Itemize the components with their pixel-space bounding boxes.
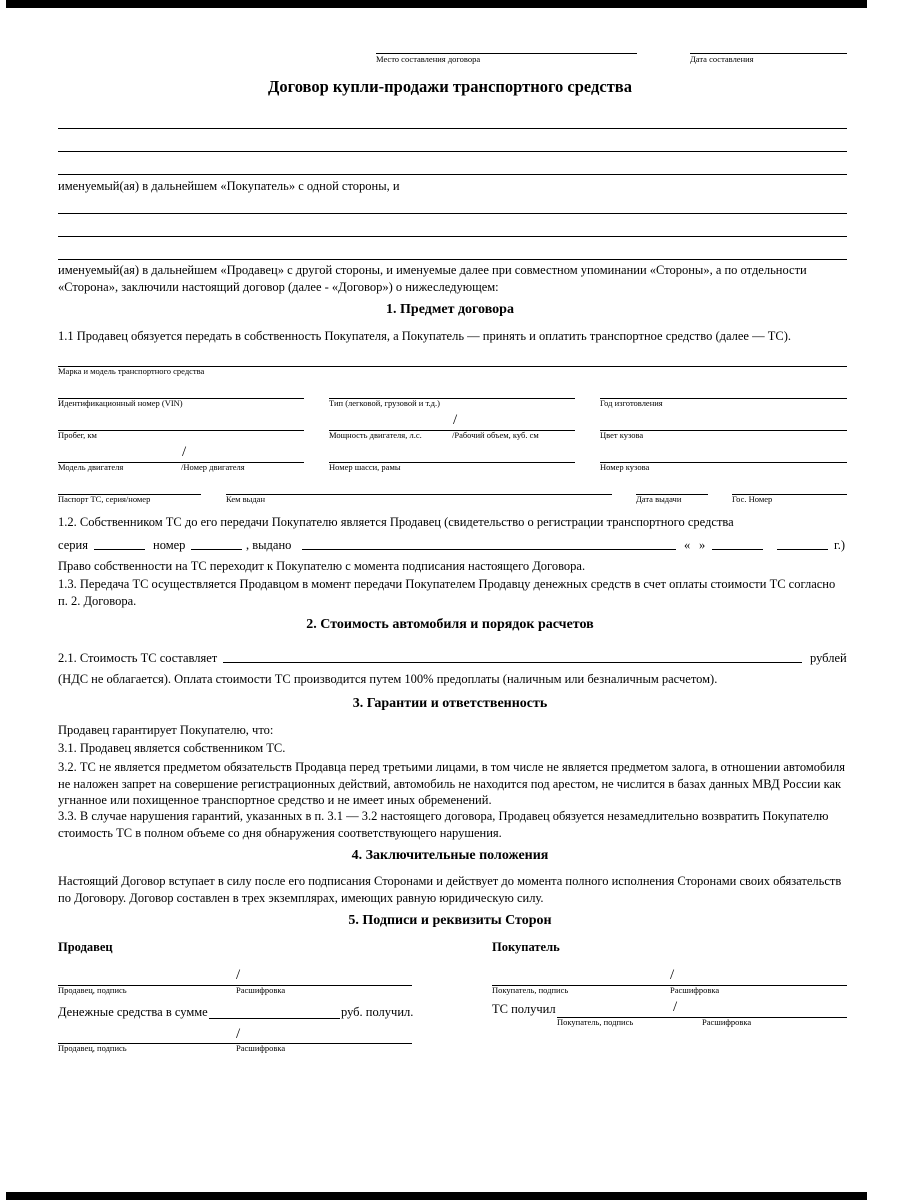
- issued-by-line[interactable]: [226, 494, 612, 495]
- bottom-border: [6, 1192, 867, 1200]
- cert-issued-label: , выдано: [246, 538, 292, 552]
- issue-date-label: Дата выдачи: [636, 494, 682, 504]
- section-2-heading: 2. Стоимость автомобиля и порядок расчетов: [306, 617, 594, 632]
- seller-name-line-2[interactable]: [58, 236, 847, 237]
- quote-open: «: [684, 538, 691, 552]
- clause-3-1: 3.1. Продавец является собственником ТС.: [58, 741, 286, 755]
- clause-1-3: 1.3. Передача ТС осуществляется Продавцом в момент передачи Покупателем Продавцу денежных средств в счет оплаты стоимости ТС согласно п. 2. Договора.: [58, 577, 836, 608]
- cert-number-label: номер: [153, 538, 186, 552]
- money-amount-line[interactable]: [209, 1018, 340, 1019]
- seller-name-line-1[interactable]: [58, 213, 847, 214]
- buyer-name-line-2[interactable]: [58, 151, 847, 152]
- type-label: Тип (легковой, грузовой и т.д.): [329, 398, 440, 408]
- date-label: Дата составления: [690, 54, 754, 64]
- power-label: Мощность двигателя, л.с.: [329, 430, 422, 440]
- ownership-transfer: Право собственности на ТС переходит к Покупателю с момента подписания настоящего Договора.: [58, 559, 586, 573]
- seller-sign2-slash: /: [236, 1026, 241, 1042]
- section-3-heading: 3. Гарантии и ответственность: [352, 696, 548, 711]
- buyer-heading: Покупатель: [492, 940, 560, 954]
- car-received-slash: /: [673, 999, 678, 1015]
- place-label: Место составления договора: [376, 54, 481, 64]
- section-1-heading: 1. Предмет договора: [386, 302, 514, 317]
- quote-close: »: [699, 538, 706, 552]
- cert-series-line[interactable]: [94, 549, 145, 550]
- guarantee-intro: Продавец гарантирует Покупателю, что:: [58, 723, 274, 737]
- cert-issued-line[interactable]: [302, 549, 676, 550]
- buyer-name-line-1[interactable]: [58, 128, 847, 129]
- make-label: Марка и модель транспортного средства: [58, 366, 205, 376]
- buyer-name-line-3[interactable]: [58, 174, 847, 175]
- seller-intro: именуемый(ая) в дальнейшем «Продавец» с другой стороны, и именуемые далее при совместном упоминании «Стороны», а по отдельности «Сторона», заключили настоящий договор (далее - «Договор») о нижеследующем:: [58, 263, 807, 294]
- buyer-sign-slash: /: [670, 967, 675, 983]
- pts-label: Паспорт ТС, серия/номер: [58, 494, 151, 504]
- engine-model-label: Модель двигателя: [58, 462, 124, 472]
- rub-received-label: руб. получил.: [341, 1005, 414, 1019]
- buyer-sign-label: Покупатель, подпись: [492, 985, 569, 995]
- buyer-decode-label: Расшифровка: [670, 985, 720, 995]
- cert-year-suffix: г.): [834, 538, 846, 552]
- seller-name-line-3[interactable]: [58, 259, 847, 260]
- clause-3-3: 3.3. В случае нарушения гарантий, указанных в п. 3.1 — 3.2 настоящего договора, Продавец обязуется незамедлительно возвратить Покупателю стоимость ТС в полном объеме со дня обнаружения соответствующего нарушения.: [58, 809, 829, 840]
- vat-note: (НДС не облагается). Оплата стоимости ТС производится путем 100% предоплаты (наличным или безналичным расчетом).: [58, 672, 718, 686]
- cert-month-line[interactable]: [712, 549, 763, 550]
- engine-slash: /: [182, 444, 187, 460]
- engine-number-label: /Номер двигателя: [181, 462, 245, 472]
- seller-sign-label: Продавец, подпись: [58, 985, 127, 995]
- volume-label: /Рабочий объем, куб. см: [452, 430, 539, 440]
- car-received-sign-label: Покупатель, подпись: [557, 1017, 634, 1027]
- document-title: Договор купли-продажи транспортного средства: [268, 77, 632, 96]
- clause-2-1: 2.1. Стоимость ТС составляет: [58, 651, 218, 665]
- money-received-label: Денежные средства в сумме: [58, 1005, 208, 1019]
- cert-series-label: серия: [58, 538, 88, 552]
- price-line[interactable]: [223, 662, 802, 663]
- car-received-decode-label: Расшифровка: [702, 1017, 752, 1027]
- seller-decode2-label: Расшифровка: [236, 1043, 286, 1053]
- buyer-intro: именуемый(ая) в дальнейшем «Покупатель» с одной стороны, и: [58, 179, 400, 193]
- year-label: Год изготовления: [600, 398, 663, 408]
- chassis-label: Номер шасси, рамы: [329, 462, 401, 472]
- section-4-heading: 4. Заключительные положения: [351, 848, 549, 863]
- clause-3-2: 3.2. ТС не является предметом обязательств Продавца перед третьими лицами, в том числе не является предметом залога, в отношении автомобиля не наложен запрет на совершение регистрационных действий, автомобиль не находится под арестом, не числится в базах данных МВД России как угнанное или похищенное транспортное средство и не имеет иных обременений.: [58, 760, 846, 807]
- seller-sign2-label: Продавец, подпись: [58, 1043, 127, 1053]
- top-border: [6, 0, 867, 8]
- power-volume-slash: /: [453, 412, 458, 428]
- seller-sign-slash: /: [236, 967, 241, 983]
- seller-heading: Продавец: [58, 940, 113, 954]
- color-label: Цвет кузова: [600, 430, 644, 440]
- section-5-heading: 5. Подписи и реквизиты Сторон: [348, 913, 552, 928]
- vin-label: Идентификационный номер (VIN): [58, 398, 183, 408]
- cert-number-line[interactable]: [191, 549, 242, 550]
- mileage-label: Пробег, км: [58, 430, 97, 440]
- seller-decode-label: Расшифровка: [236, 985, 286, 995]
- final-provisions: Настоящий Договор вступает в силу после его подписания Сторонами и действует до момента полного исполнения Сторонами своих обязательств по Договору. Договор составлен в трех экземплярах, имеющих равную юридическую силу.: [58, 874, 842, 905]
- reg-number-label: Гос. Номер: [732, 494, 773, 504]
- rub-label: рублей: [810, 651, 847, 665]
- issued-by-label: Кем выдан: [226, 494, 265, 504]
- car-received-label: ТС получил: [492, 1002, 556, 1016]
- body-number-label: Номер кузова: [600, 462, 650, 472]
- cert-year-line[interactable]: [777, 549, 828, 550]
- clause-1-2: 1.2. Собственником ТС до его передачи Покупателю является Продавец (свидетельство о регистрации транспортного средства: [58, 515, 734, 529]
- clause-1-1: 1.1 Продавец обязуется передать в собственность Покупателя, а Покупатель — принять и оплатить транспортное средство (далее — ТС).: [58, 329, 791, 343]
